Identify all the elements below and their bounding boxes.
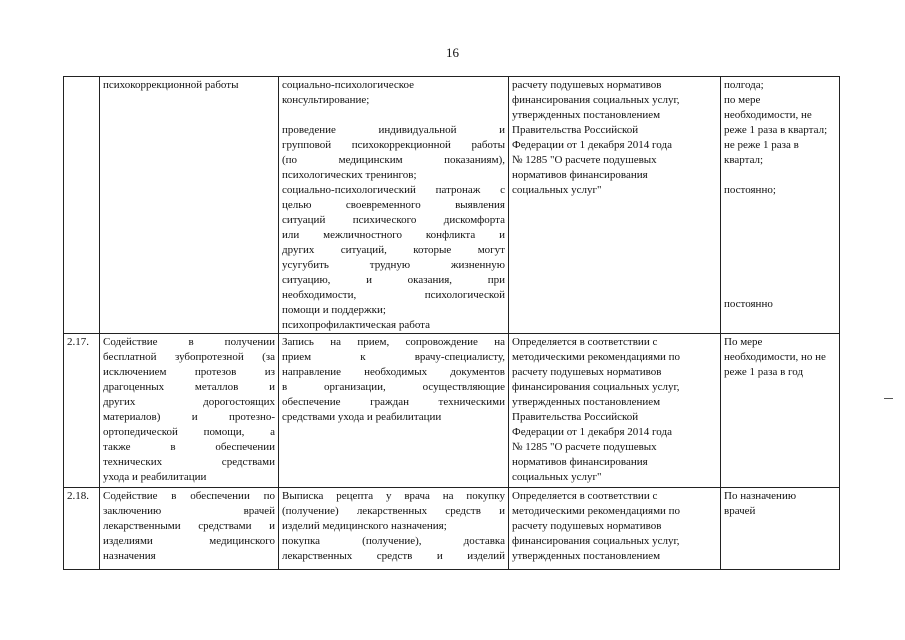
service-name-line: Содействие в обеспечении по: [103, 490, 275, 502]
frequency-line: полгода;: [724, 79, 764, 91]
service-name-line: бесплатной зубопротезной (за: [103, 351, 275, 363]
normative-line: утвержденных постановлением: [512, 550, 661, 562]
content-line: групповой психокоррекционной работы: [282, 139, 505, 151]
service-name-cell: [100, 77, 279, 334]
service-name-cell: [100, 334, 279, 488]
service-name-line: назначения: [103, 550, 156, 562]
service-content-cell: [279, 334, 509, 488]
page-number: 16: [446, 45, 459, 60]
normative-cell: [509, 488, 721, 570]
row-number-cell: [64, 334, 100, 488]
row-number: 2.18.: [67, 490, 89, 502]
content-line: социально-психологическое: [282, 79, 415, 91]
normative-line: расчету подушевых нормативов: [512, 520, 662, 532]
frequency-cell: [721, 77, 840, 334]
content-line: целью своевременного выявления: [282, 199, 505, 211]
content-line: психологических тренингов;: [282, 169, 417, 181]
content-line: помощи и поддержки;: [282, 304, 386, 316]
normative-line: Правительства Российской: [512, 124, 639, 136]
service-name-line: также в обеспечении: [103, 441, 275, 453]
service-name-line: Содействие в получении: [103, 336, 275, 348]
content-line: направление необходимых документов: [282, 366, 505, 378]
normative-line: № 1285 "О расчете подушевых: [512, 441, 657, 453]
service-name-line: драгоценных металлов и: [103, 381, 275, 393]
content-line: средствами ухода и реабилитации: [282, 411, 442, 423]
normative-cell: [509, 77, 721, 334]
normative-cell: [509, 334, 721, 488]
content-line: обеспечение граждан техническими: [282, 396, 505, 408]
normative-line: нормативов финансирования: [512, 456, 648, 468]
content-line: (получение) лекарственных средств и: [282, 505, 505, 517]
service-name-line: ухода и реабилитации: [103, 471, 207, 483]
frequency-line: врачей: [724, 505, 756, 517]
service-content-cell: [279, 488, 509, 570]
frequency-line: квартал;: [724, 154, 764, 166]
normative-line: расчету подушевых нормативов: [512, 79, 662, 91]
row-number-cell: [64, 77, 100, 334]
normative-line: финансирования социальных услуг,: [512, 381, 680, 393]
row-number: 2.17.: [67, 336, 89, 348]
content-line: Выписка рецепта у врача на покупку: [282, 490, 505, 502]
normative-line: методическими рекомендациями по: [512, 505, 681, 517]
service-name-line: исключением протезов из: [103, 366, 275, 378]
normative-line: Федерации от 1 декабря 2014 года: [512, 426, 672, 438]
normative-line: нормативов финансирования: [512, 169, 648, 181]
row-number-cell: [64, 488, 100, 570]
frequency-line: По мере: [724, 336, 763, 348]
service-name-line: заключению врачей: [103, 505, 275, 517]
content-line: в организации, осуществляющие: [282, 381, 505, 393]
normative-line: финансирования социальных услуг,: [512, 94, 680, 106]
service-name-line: ортопедической помощи, а: [103, 426, 275, 438]
content-line: консультирование;: [282, 94, 370, 106]
service-name-line: материалов) и протезно-: [103, 411, 275, 423]
service-name-line: изделиями медицинского: [103, 535, 275, 547]
normative-line: методическими рекомендациями по: [512, 351, 681, 363]
content-line: покупка (получение), доставка: [282, 535, 505, 547]
normative-line: Определяется в соответствии с: [512, 490, 658, 502]
frequency-line: необходимости, не: [724, 109, 812, 121]
frequency-line: постоянно;: [724, 184, 776, 196]
content-line: психопрофилактическая работа: [282, 319, 431, 331]
services-table: [63, 76, 840, 570]
content-line: лекарственных средств и изделий: [282, 550, 505, 562]
table-row: [64, 488, 840, 570]
content-line: ситуацию, и оказания, при: [282, 274, 505, 286]
service-name-line: лекарственными средствами и: [103, 520, 275, 532]
normative-line: социальных услуг": [512, 184, 602, 196]
service-name-cell: [100, 488, 279, 570]
normative-line: Правительства Российской: [512, 411, 639, 423]
table-row: [64, 334, 840, 488]
content-line: прием к врачу-специалисту,: [282, 351, 505, 363]
service-name-line: технических средствами: [103, 456, 275, 468]
content-line: усугубить трудную жизненную: [282, 259, 505, 271]
content-line: ситуаций психического дискомфорта: [282, 214, 505, 226]
service-name-line: психокоррекционной работы: [103, 79, 239, 91]
frequency-cell: [721, 334, 840, 488]
frequency-line: реже 1 раза в год: [724, 366, 804, 378]
normative-line: социальных услуг": [512, 471, 602, 483]
service-name-line: других дорогостоящих: [103, 396, 275, 408]
scan-margin-mark: [884, 398, 893, 399]
frequency-cell: [721, 488, 840, 570]
normative-line: финансирования социальных услуг,: [512, 535, 680, 547]
normative-line: утвержденных постановлением: [512, 109, 661, 121]
normative-line: Определяется в соответствии с: [512, 336, 658, 348]
frequency-line: реже 1 раза в квартал;: [724, 124, 828, 136]
normative-line: утвержденных постановлением: [512, 396, 661, 408]
content-line: проведение индивидуальной и: [282, 124, 505, 136]
frequency-line: по мере: [724, 94, 761, 106]
service-content-cell: [279, 77, 509, 334]
frequency-line: необходимости, но не: [724, 351, 826, 363]
frequency-line: По назначению: [724, 490, 797, 502]
content-line: или межличностного конфликта и: [282, 229, 505, 241]
normative-line: расчету подушевых нормативов: [512, 366, 662, 378]
normative-line: Федерации от 1 декабря 2014 года: [512, 139, 672, 151]
frequency-line: не реже 1 раза в: [724, 139, 799, 151]
content-line: (по медицинским показаниям),: [282, 154, 505, 166]
content-line: социально-психологический патронаж с: [282, 184, 505, 196]
normative-line: № 1285 "О расчете подушевых: [512, 154, 657, 166]
content-line: изделий медицинского назначения;: [282, 520, 447, 532]
content-line: необходимости, психологической: [282, 289, 505, 301]
content-line: других ситуаций, которые могут: [282, 244, 505, 256]
frequency-line: постоянно: [724, 298, 773, 310]
table-row: [64, 77, 840, 334]
content-line: Запись на прием, сопровождение на: [282, 336, 505, 348]
